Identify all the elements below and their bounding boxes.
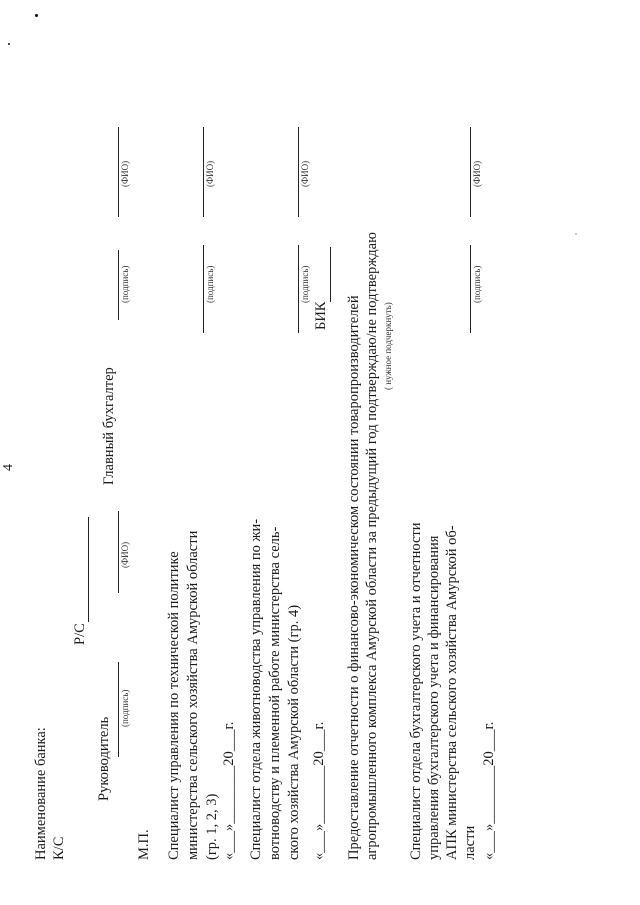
page-number: 4 (1, 464, 16, 471)
head-signature-hint: (подпись) (120, 689, 130, 727)
head-fio-hint: (ФИО) (120, 541, 130, 568)
report-statement-line-2: агропромышленного комплекса Амурской области за предыдущий год подтверждаю/не подтверждаю (364, 232, 380, 860)
bik-underline (330, 247, 331, 302)
tech-policy-signature-line (203, 245, 204, 333)
head-label: Руководитель (96, 716, 112, 801)
accounting-signature-hint: (подпись) (472, 265, 482, 303)
livestock-line-1: Специалист отдела животноводства управления по жи- (248, 518, 264, 860)
livestock-line-3: ского хозяйства Амурской области (гр. 4) (286, 604, 302, 860)
chief-accountant-signature-hint: (подпись) (120, 265, 130, 303)
head-signature-line (118, 662, 119, 757)
livestock-fio-line (298, 127, 299, 217)
scan-speck (575, 233, 577, 235)
livestock-signature-line (298, 245, 299, 333)
report-statement-line-1: Предоставление отчетности о финансово-экономическом состоянии товаропроизводителей (346, 295, 362, 860)
tech-policy-line-3: (гр. 1, 2, 3) (204, 793, 220, 860)
tech-policy-line-1: Специалист управления по технической политике (166, 551, 182, 860)
report-statement-hint: ( нужное подчеркнуть) (383, 302, 393, 390)
seal-label: М.П. (136, 829, 152, 860)
livestock-date: «___»________20___г. (311, 721, 327, 860)
chief-accountant-signature-line (118, 250, 119, 320)
chief-accountant-label: Главный бухгалтер (101, 367, 117, 485)
accounting-line-1: Специалист отдела бухгалтерского учета и отчетности (408, 522, 424, 860)
accounting-fio-hint: (ФИО) (472, 160, 482, 187)
tech-policy-fio-line (203, 127, 204, 217)
accounting-line-3: АПК министерства сельского хозяйства Амурской об- (444, 525, 460, 860)
tech-policy-signature-hint: (подпись) (205, 265, 215, 303)
tech-policy-line-2: министерства сельского хозяйства Амурской области (185, 530, 201, 860)
livestock-fio-hint: (ФИО) (300, 160, 310, 187)
rs-label: Р/С (72, 623, 88, 645)
tech-policy-date: «___»________20___г. (221, 721, 237, 860)
chief-accountant-fio-line (118, 127, 119, 217)
chief-accountant-fio-hint: (ФИО) (120, 160, 130, 187)
accounting-fio-line (470, 127, 471, 217)
bank-name-label: Наименование банка: (33, 727, 49, 860)
accounting-line-4: ласти (462, 825, 478, 860)
tech-policy-fio-hint: (ФИО) (205, 160, 215, 187)
accounting-date: «___»________20___г. (481, 721, 497, 860)
scan-speck (35, 14, 38, 17)
accounting-line-2: управления бухгалтерского учета и финансирования (426, 535, 442, 860)
rs-underline (88, 517, 89, 622)
livestock-signature-hint: (подпись) (300, 265, 310, 303)
accounting-signature-line (470, 245, 471, 333)
ks-label: К/С (51, 836, 67, 860)
livestock-line-2: вотноводству и племенной работе министерства сель- (267, 526, 283, 860)
bik-label: БИК (313, 301, 329, 330)
head-fio-line (118, 511, 119, 593)
scan-speck (8, 43, 10, 45)
